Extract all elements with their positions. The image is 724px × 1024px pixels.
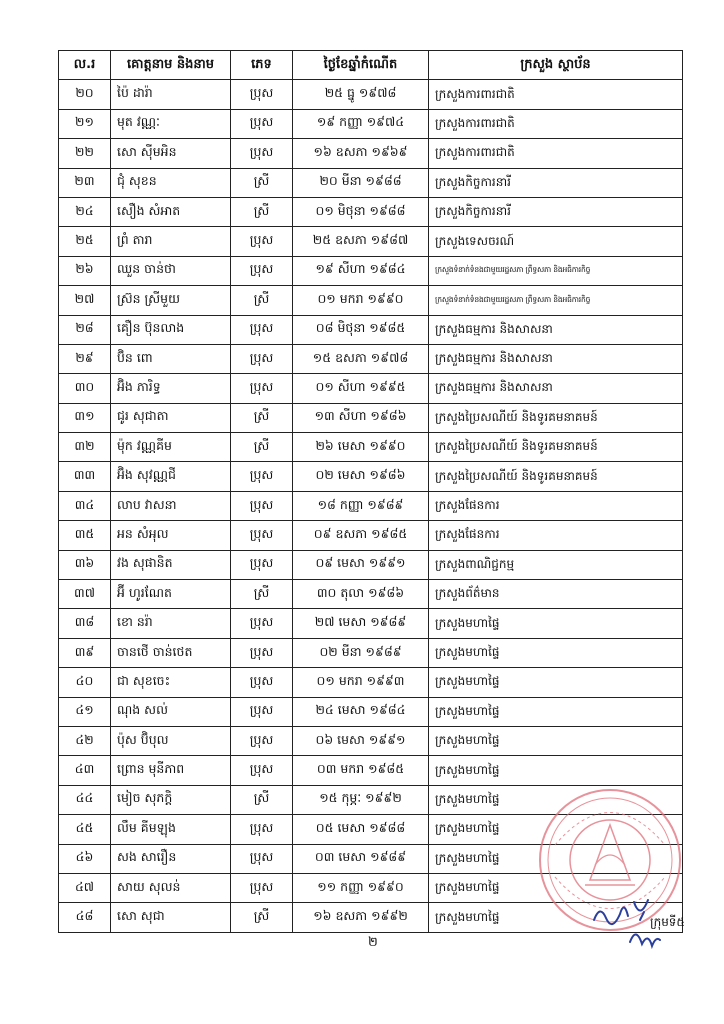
cell-dob: ២៦ មេសា ១៩៩០ [293,433,429,462]
cell-number: ២៧ [59,286,111,315]
table-row [59,315,683,344]
cell-number: ៤១ [59,697,111,726]
cell-name: មុត វណ្ណៈ [111,109,231,138]
cell-sex: ប្រុស [231,668,293,697]
cell-name: វង សុផានិត [111,550,231,579]
cell-ministry: ក្រសួងមហាផ្ទៃ [429,609,683,638]
cell-name: ម៉ុក វណ្ណគីម [111,433,231,462]
cell-dob: ២៥ ធ្នូ ១៩៧៨ [293,80,429,109]
cell-dob: ១៣ សីហា ១៩៨៦ [293,403,429,432]
cell-ministry: ក្រសួងមហាផ្ទៃ [429,785,683,814]
table-row [59,433,683,462]
cell-number: ៣៦ [59,550,111,579]
cell-name: លឹម គីមឡុង [111,815,231,844]
cell-ministry: ក្រសួងផែនការ [429,521,683,550]
header-sex: ភេទ [231,51,293,80]
cell-dob: ០៨ មិថុនា ១៩៨៥ [293,315,429,344]
cell-ministry: ក្រសួងផែនការ [429,491,683,520]
cell-name: ស្រ៊ន ស្រីមួយ [111,286,231,315]
cell-dob: ០៣ មករា ១៩៨៥ [293,756,429,785]
cell-number: ៣៥ [59,521,111,550]
cell-sex: ប្រុស [231,756,293,785]
cell-ministry: ក្រសួងមហាផ្ទៃ [429,903,683,932]
cell-sex: ស្រី [231,785,293,814]
cell-sex: ស្រី [231,286,293,315]
cell-dob: ០៩ មេសា ១៩៩១ [293,550,429,579]
cell-number: ៣២ [59,433,111,462]
cell-sex: ស្រី [231,433,293,462]
cell-dob: ១៦ ឧសភា ១៩៦៩ [293,139,429,168]
cell-dob: ០៩ ឧសភា ១៩៨៥ [293,521,429,550]
cell-number: ៤៣ [59,756,111,785]
cell-sex: ស្រី [231,168,293,197]
table-row [59,227,683,256]
cell-number: ៣៧ [59,580,111,609]
cell-sex: ស្រី [231,197,293,226]
cell-name: លាប វាសនា [111,491,231,520]
table-row [59,609,683,638]
cell-ministry: ក្រសួងធម្មការ និងសាសនា [429,344,683,373]
cell-dob: ១៦ ឧសភា ១៩៩២ [293,903,429,932]
cell-name: ព្រំ តារា [111,227,231,256]
table-row [59,462,683,491]
cell-name: ណុង សល់ [111,697,231,726]
cell-number: ៤២ [59,726,111,755]
page-number: ២ [368,935,378,950]
cell-ministry: ក្រសួងកិច្ចការនារី [429,168,683,197]
cell-sex: ប្រុស [231,374,293,403]
cell-number: ២៣ [59,168,111,197]
cell-dob: ០១ មករា ១៩៩០ [293,286,429,315]
cell-number: ២០ [59,80,111,109]
cell-dob: ២០ មីនា ១៩៨៨ [293,168,429,197]
table-row [59,374,683,403]
cell-number: ៣៤ [59,491,111,520]
cell-sex: ប្រុស [231,844,293,873]
table-row [59,550,683,579]
table-row [59,580,683,609]
cell-name: ជូរ សុជាតា [111,403,231,432]
cell-name: ជុំ សុខន [111,168,231,197]
cell-ministry: ក្រសួងមហាផ្ទៃ [429,873,683,902]
table-row [59,286,683,315]
cell-sex: ស្រី [231,903,293,932]
cell-ministry: ក្រសួងមហាផ្ទៃ [429,638,683,667]
cell-sex: ប្រុស [231,80,293,109]
cell-number: ២៦ [59,256,111,285]
cell-dob: ១៥ កុម្ភៈ ១៩៩២ [293,785,429,814]
table-row [59,256,683,285]
cell-name: ខោ នរ៉ា [111,609,231,638]
cell-ministry: ក្រសួងការពារជាតិ [429,109,683,138]
cell-dob: ១១ កញ្ញា ១៩៩០ [293,873,429,902]
table-row [59,168,683,197]
cell-dob: ១៥ ឧសភា ១៩៧៨ [293,344,429,373]
cell-sex: ប្រុស [231,815,293,844]
cell-sex: ស្រី [231,580,293,609]
cell-ministry: ក្រសួងមហាផ្ទៃ [429,697,683,726]
cell-dob: ០២ មេសា ១៩៨៦ [293,462,429,491]
table-header-row [59,51,683,80]
cell-name: ឈួន ចាន់ថា [111,256,231,285]
cell-number: ៣០ [59,374,111,403]
cell-number: ៤០ [59,668,111,697]
cell-name: សោ សុជា [111,903,231,932]
cell-ministry: ក្រសួងធម្មការ និងសាសនា [429,315,683,344]
cell-ministry: ក្រសួងព័ត៌មាន [429,580,683,609]
cell-ministry: ក្រសួងមហាផ្ទៃ [429,844,683,873]
cell-sex: ប្រុស [231,550,293,579]
cell-number: ៤៦ [59,844,111,873]
cell-ministry: ក្រសួងប្រៃសណីយ៍ និងទូរគមនាគមន៍ [429,462,683,491]
cell-dob: ១៩ សីហា ១៩៨៤ [293,256,429,285]
cell-number: ២៨ [59,315,111,344]
cell-ministry: ក្រសួងធម្មការ និងសាសនា [429,374,683,403]
table-row [59,521,683,550]
header-ministry: ក្រសួង ស្ថាប័ន [429,51,683,80]
cell-sex: ប្រុស [231,344,293,373]
cell-dob: ១៩ កញ្ញា ១៩៧៤ [293,109,429,138]
header-dob: ថ្ងៃខែឆ្នាំកំណើត [293,51,429,80]
cell-name: អន សំអុល [111,521,231,550]
cell-dob: ០១ សីហា ១៩៩៥ [293,374,429,403]
cell-name: អ៊ី ហូរណែត [111,580,231,609]
cell-number: ៤៧ [59,873,111,902]
cell-name: សឿង សំអាត [111,197,231,226]
cell-ministry: ក្រសួងការពារជាតិ [429,139,683,168]
cell-name: ជា សុខចេះ [111,668,231,697]
cell-ministry: ក្រសួងមហាផ្ទៃ [429,726,683,755]
cell-dob: ០១ មករា ១៩៩៣ [293,668,429,697]
cell-sex: ប្រុស [231,227,293,256]
table-row [59,109,683,138]
header-no: ល.រ [59,51,111,80]
cell-number: ២៩ [59,344,111,373]
cell-number: ២១ [59,109,111,138]
cell-sex: ប្រុស [231,873,293,902]
cell-ministry: ក្រសួងទំនាក់ទំនងជាមួយរដ្ឋសភា ព្រឹទ្ធសភា និងអធិការកិច្ច [429,256,683,285]
cell-ministry: ក្រសួងប្រៃសណីយ៍ និងទូរគមនាគមន៍ [429,403,683,432]
cell-name: គឿន ប៊ុនលាង [111,315,231,344]
cell-name: សង សារឿន [111,844,231,873]
group-label: ក្រុមទី៥ [650,915,685,929]
table-row [59,139,683,168]
cell-dob: ០៣ មេសា ១៩៨៩ [293,844,429,873]
cell-sex: ប្រុស [231,726,293,755]
cell-dob: ០២ មីនា ១៩៨៩ [293,638,429,667]
cell-dob: ៣០ តុលា ១៩៨៦ [293,580,429,609]
table-row [59,697,683,726]
table-row [59,726,683,755]
cell-number: ៤៨ [59,903,111,932]
cell-name: ប៊ិន ពោ [111,344,231,373]
table-row [59,756,683,785]
cell-name: មៀច សុភក្តិ [111,785,231,814]
header-name: គោត្តនាម និងនាម [111,51,231,80]
cell-number: ២២ [59,139,111,168]
cell-dob: ០៦ មេសា ១៩៩១ [293,726,429,755]
cell-ministry: ក្រសួងពាណិជ្ជកម្ម [429,550,683,579]
cell-name: ព្រោន មុនីភាព [111,756,231,785]
cell-name: ចានថើ ចាន់ថេត [111,638,231,667]
cell-dob: ២៥ ឧសភា ១៩៨៧ [293,227,429,256]
cell-sex: ប្រុស [231,139,293,168]
cell-number: ៣១ [59,403,111,432]
table-row [59,344,683,373]
table-row [59,668,683,697]
cell-name: សោ ស៊ីមអិន [111,139,231,168]
cell-sex: ប្រុស [231,256,293,285]
cell-name: ប៉ុស ប៊ិបុល [111,726,231,755]
cell-sex: ប្រុស [231,609,293,638]
cell-dob: ១៨ កញ្ញា ១៩៨៩ [293,491,429,520]
cell-sex: ប្រុស [231,109,293,138]
table-row [59,80,683,109]
cell-ministry: ក្រសួងមហាផ្ទៃ [429,815,683,844]
cell-sex: ប្រុស [231,638,293,667]
cell-sex: ប្រុស [231,462,293,491]
cell-sex: ប្រុស [231,315,293,344]
cell-sex: ស្រី [231,403,293,432]
cell-name: ប៉ៃ ដារ៉ា [111,80,231,109]
cell-dob: ២៧ មេសា ១៩៨៩ [293,609,429,638]
cell-ministry: ក្រសួងមហាផ្ទៃ [429,668,683,697]
cell-number: ២៤ [59,197,111,226]
cell-dob: ២៤ មេសា ១៩៨៤ [293,697,429,726]
cell-dob: ០១ មិថុនា ១៩៨៨ [293,197,429,226]
cell-number: ៤៤ [59,785,111,814]
cell-name: សាយ សុលន់ [111,873,231,902]
cell-ministry: ក្រសួងទំនាក់ទំនងជាមួយរដ្ឋសភា ព្រឹទ្ធសភា និងអធិការកិច្ច [429,286,683,315]
cell-ministry: ក្រសួងកិច្ចការនារី [429,197,683,226]
cell-ministry: ក្រសួងប្រៃសណីយ៍ និងទូរគមនាគមន៍ [429,433,683,462]
cell-ministry: ក្រសួងទេសចរណ៍ [429,227,683,256]
cell-number: ២៥ [59,227,111,256]
cell-number: ៣៨ [59,609,111,638]
table-row [59,197,683,226]
cell-dob: ០៥ មេសា ១៩៨៨ [293,815,429,844]
cell-number: ៤៥ [59,815,111,844]
cell-name: អ៊ិង ភារិទ្ធ [111,374,231,403]
cell-ministry: ក្រសួងមហាផ្ទៃ [429,756,683,785]
table-row [59,403,683,432]
cell-sex: ប្រុស [231,491,293,520]
cell-sex: ប្រុស [231,521,293,550]
cell-ministry: ក្រសួងការពារជាតិ [429,80,683,109]
cell-sex: ប្រុស [231,697,293,726]
cell-name: អ៊ិង សុវណ្ណជី [111,462,231,491]
cell-number: ៣៣ [59,462,111,491]
table-row [59,491,683,520]
cell-number: ៣៩ [59,638,111,667]
table-row [59,638,683,667]
